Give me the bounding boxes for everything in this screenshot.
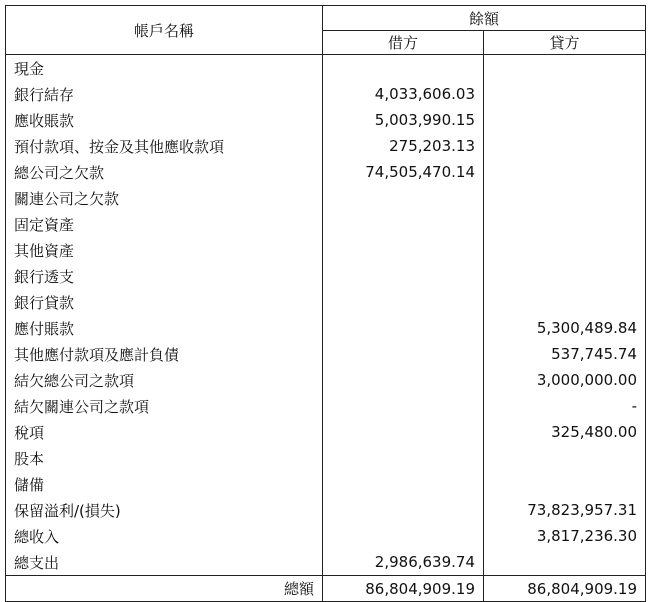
credit-cell — [484, 55, 646, 82]
debit-cell — [323, 471, 484, 497]
credit-cell — [484, 133, 646, 159]
table-row — [6, 393, 646, 419]
credit-cell: 5,300,489.84 — [484, 315, 646, 341]
debit-cell: 5,003,990.15 — [323, 107, 484, 133]
debit-cell: 275,203.13 — [323, 133, 484, 159]
credit-cell — [484, 159, 646, 185]
account-name-cell: 總公司之欠款 — [6, 159, 323, 185]
credit-cell: 325,480.00 — [484, 419, 646, 445]
table-row — [6, 159, 646, 185]
debit-cell — [323, 393, 484, 419]
account-name-cell: 結欠關連公司之款項 — [6, 393, 323, 419]
account-name-header: 帳戶名稱 — [6, 6, 323, 55]
credit-cell: 73,823,957.31 — [484, 497, 646, 523]
table-row — [6, 549, 646, 576]
table-row — [6, 523, 646, 549]
debit-cell: 2,986,639.74 — [323, 549, 484, 576]
debit-cell — [323, 523, 484, 549]
table-row — [6, 289, 646, 315]
account-name-cell: 關連公司之欠款 — [6, 185, 323, 211]
debit-cell — [323, 419, 484, 445]
account-name-cell: 銀行結存 — [6, 81, 323, 107]
table-row — [6, 237, 646, 263]
account-name-cell: 預付款項、按金及其他應收款項 — [6, 133, 323, 159]
account-name-cell: 稅項 — [6, 419, 323, 445]
debit-cell — [323, 289, 484, 315]
debit-cell — [323, 367, 484, 393]
table-row — [6, 185, 646, 211]
total-credit: 86,804,909.19 — [484, 576, 646, 602]
account-name-cell: 結欠總公司之款項 — [6, 367, 323, 393]
credit-cell: 537,745.74 — [484, 341, 646, 367]
credit-cell — [484, 445, 646, 471]
header-row — [6, 6, 646, 31]
account-name-cell: 其他資產 — [6, 237, 323, 263]
account-name-cell: 銀行貸款 — [6, 289, 323, 315]
credit-cell: - — [484, 393, 646, 419]
account-name-cell: 固定資產 — [6, 211, 323, 237]
credit-cell — [484, 289, 646, 315]
debit-cell — [323, 185, 484, 211]
total-label: 總額 — [6, 576, 323, 602]
table-row — [6, 367, 646, 393]
credit-cell — [484, 549, 646, 576]
credit-cell — [484, 237, 646, 263]
account-name-cell: 其他應付款項及應計負債 — [6, 341, 323, 367]
credit-header: 貸方 — [484, 31, 646, 55]
debit-cell — [323, 497, 484, 523]
balance-header: 餘額 — [323, 6, 646, 31]
credit-cell — [484, 263, 646, 289]
table-row — [6, 471, 646, 497]
table-row — [6, 263, 646, 289]
table-row — [6, 81, 646, 107]
debit-cell: 4,033,606.03 — [323, 81, 484, 107]
debit-cell — [323, 341, 484, 367]
debit-cell — [323, 315, 484, 341]
debit-cell — [323, 55, 484, 82]
debit-cell: 74,505,470.14 — [323, 159, 484, 185]
credit-cell — [484, 471, 646, 497]
total-row — [6, 576, 646, 602]
credit-cell — [484, 81, 646, 107]
account-name-cell: 儲備 — [6, 471, 323, 497]
credit-cell — [484, 211, 646, 237]
table-row — [6, 55, 646, 82]
table-row — [6, 107, 646, 133]
account-name-cell: 保留溢利/(損失) — [6, 497, 323, 523]
table-row — [6, 445, 646, 471]
table-row — [6, 419, 646, 445]
table-row — [6, 497, 646, 523]
account-name-cell: 銀行透支 — [6, 263, 323, 289]
account-name-cell: 應付賬款 — [6, 315, 323, 341]
debit-cell — [323, 263, 484, 289]
debit-header: 借方 — [323, 31, 484, 55]
credit-cell: 3,000,000.00 — [484, 367, 646, 393]
table-row — [6, 315, 646, 341]
debit-cell — [323, 211, 484, 237]
account-name-cell: 現金 — [6, 55, 323, 82]
table-row — [6, 133, 646, 159]
account-name-cell: 總收入 — [6, 523, 323, 549]
table-row — [6, 211, 646, 237]
account-name-cell: 股本 — [6, 445, 323, 471]
account-name-cell: 總支出 — [6, 549, 323, 576]
account-name-cell: 應收賬款 — [6, 107, 323, 133]
debit-cell — [323, 237, 484, 263]
credit-cell — [484, 107, 646, 133]
table-row — [6, 341, 646, 367]
trial-balance-table — [5, 5, 646, 602]
debit-cell — [323, 445, 484, 471]
credit-cell: 3,817,236.30 — [484, 523, 646, 549]
credit-cell — [484, 185, 646, 211]
total-debit: 86,804,909.19 — [323, 576, 484, 602]
